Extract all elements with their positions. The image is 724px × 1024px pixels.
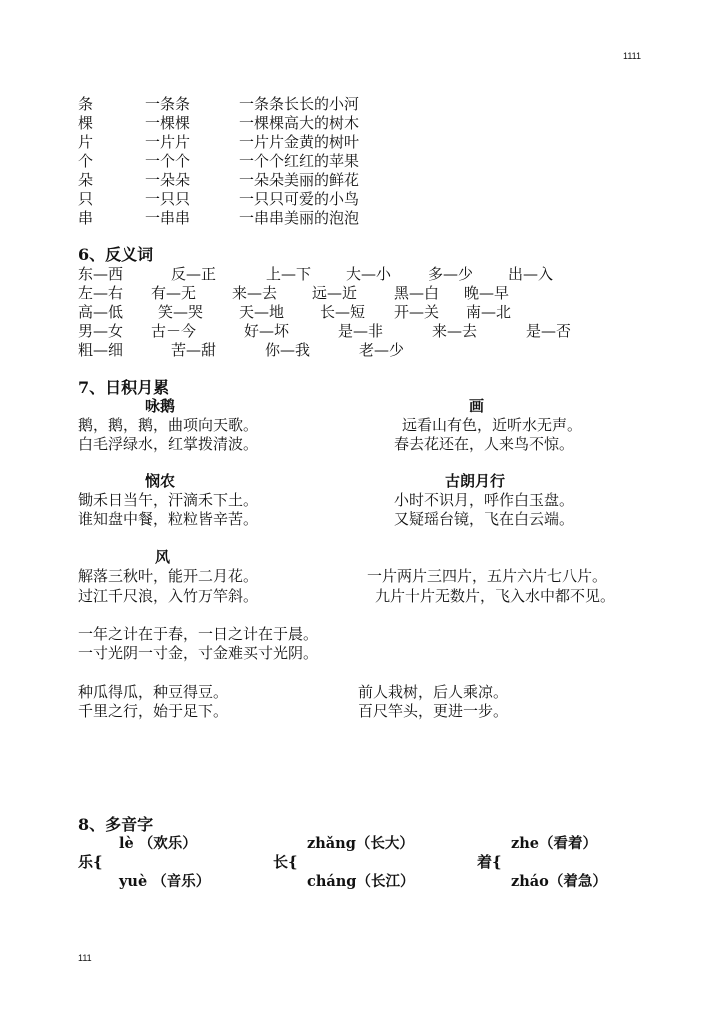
antonym-pair: 你—我: [265, 341, 311, 359]
saying: 千里之行，始于足下。: [78, 702, 229, 720]
antonym-pair: 是—否: [526, 322, 572, 340]
antonym-pair: 东—西: [78, 265, 124, 283]
antonym-pair: 左—右: [78, 284, 124, 302]
poem-line: 远看山有色，近听水无声。: [402, 416, 583, 434]
saying: 百尺竿头，更进一步。: [358, 702, 509, 720]
measure-example: 一串串美丽的泡泡: [239, 209, 360, 227]
antonym-pair: 男—女: [78, 322, 124, 340]
antonym-pair: 古－今: [151, 322, 197, 340]
poem-title: 咏鹅: [145, 397, 176, 415]
measure-char: 个: [78, 152, 94, 170]
pinyin-reading: zhe（看着）: [511, 835, 598, 852]
measure-char: 条: [78, 95, 94, 113]
poem-line: 春去花还在，人来鸟不惊。: [394, 435, 575, 453]
antonym-pair: 远—近: [312, 284, 358, 302]
antonym-pair: 出—入: [508, 265, 554, 283]
polyphone-char: 着{: [477, 853, 502, 871]
antonym-pair: 大—小: [346, 265, 392, 283]
page-number-top: 1111: [623, 51, 642, 61]
antonym-pair: 来—去: [432, 322, 478, 340]
pinyin-reading: zháo（着急）: [511, 873, 607, 890]
measure-phrase: 一棵棵: [145, 114, 191, 132]
measure-example: 一个个红红的苹果: [239, 152, 360, 170]
measure-example: 一朵朵美丽的鲜花: [239, 171, 360, 189]
poem-line: 白毛浮绿水，红掌拨清波。: [78, 435, 259, 453]
pinyin-reading: zhǎng（长大）: [307, 835, 414, 852]
poem-line: 又疑瑶台镜，飞在白云端。: [394, 510, 575, 528]
poem-title: 悯农: [145, 472, 176, 490]
antonym-pair: 是—非: [338, 322, 384, 340]
antonyms-heading: 6、反义词: [78, 245, 154, 264]
pinyin-reading: cháng（长江）: [307, 873, 415, 890]
measure-phrase: 一片片: [145, 133, 191, 151]
antonym-pair: 苦—甜: [171, 341, 217, 359]
measure-char: 片: [78, 133, 94, 151]
polyphone-char: 乐{: [78, 853, 103, 871]
poem-title: 画: [469, 397, 485, 415]
pinyin-reading: yuè （音乐）: [119, 873, 211, 890]
antonym-pair: 南—北: [466, 303, 512, 321]
page-number-bottom: 111: [78, 953, 92, 963]
saying: 一年之计在于春，一日之计在于晨。: [78, 625, 319, 643]
poem-line: 小时不识月，呼作白玉盘。: [394, 491, 575, 509]
poem-title: 古朗月行: [445, 472, 506, 490]
measure-char: 串: [78, 209, 94, 227]
measure-example: 一片片金黄的树叶: [239, 133, 360, 151]
poem-title: 风: [155, 548, 171, 566]
polyphone-char: 长{: [273, 853, 298, 871]
measure-phrase: 一条条: [145, 95, 191, 113]
measure-phrase: 一朵朵: [145, 171, 191, 189]
measure-example: 一棵棵高大的树木: [239, 114, 360, 132]
poem-line: 过江千尺浪，入竹万竿斜。: [78, 587, 259, 605]
poem-line: 解落三秋叶，能开二月花。: [78, 567, 259, 585]
measure-phrase: 一只只: [145, 190, 191, 208]
poem-line: 鹅，鹅，鹅，曲项向天歌。: [78, 416, 259, 434]
measure-char: 只: [78, 190, 94, 208]
antonym-pair: 反—正: [171, 265, 217, 283]
poem-line: 锄禾日当午，汗滴禾下土。: [78, 491, 259, 509]
antonym-pair: 来—去: [232, 284, 278, 302]
antonym-pair: 晚—早: [464, 284, 510, 302]
poem-line: 九片十片无数片，飞入水中都不见。: [375, 587, 616, 605]
saying: 种瓜得瓜，种豆得豆。: [78, 683, 229, 701]
poems-heading: 7、日积月累: [78, 378, 170, 397]
polyphones-heading: 8、多音字: [78, 815, 154, 834]
saying: 一寸光阴一寸金，寸金难买寸光阴。: [78, 644, 319, 662]
measure-example: 一条条长长的小河: [239, 95, 360, 113]
poem-line: 一片两片三四片，五片六片七八片。: [367, 567, 608, 585]
measure-example: 一只只可爱的小鸟: [239, 190, 360, 208]
antonym-pair: 笑—哭: [158, 303, 204, 321]
antonym-pair: 粗—细: [78, 341, 124, 359]
antonym-pair: 上—下: [266, 265, 312, 283]
measure-phrase: 一个个: [145, 152, 191, 170]
antonym-pair: 老—少: [359, 341, 405, 359]
pinyin-reading: lè （欢乐）: [119, 835, 197, 852]
antonym-pair: 长—短: [320, 303, 366, 321]
antonym-pair: 好—坏: [244, 322, 290, 340]
antonym-pair: 黑—白: [394, 284, 440, 302]
measure-char: 棵: [78, 114, 94, 132]
measure-phrase: 一串串: [145, 209, 191, 227]
antonym-pair: 开—关: [394, 303, 440, 321]
poem-line: 谁知盘中餐，粒粒皆辛苦。: [78, 510, 259, 528]
saying: 前人栽树，后人乘凉。: [358, 683, 509, 701]
antonym-pair: 天—地: [239, 303, 285, 321]
antonym-pair: 多—少: [428, 265, 474, 283]
antonym-pair: 有—无: [151, 284, 197, 302]
antonym-pair: 高—低: [78, 303, 124, 321]
measure-char: 朵: [78, 171, 94, 189]
